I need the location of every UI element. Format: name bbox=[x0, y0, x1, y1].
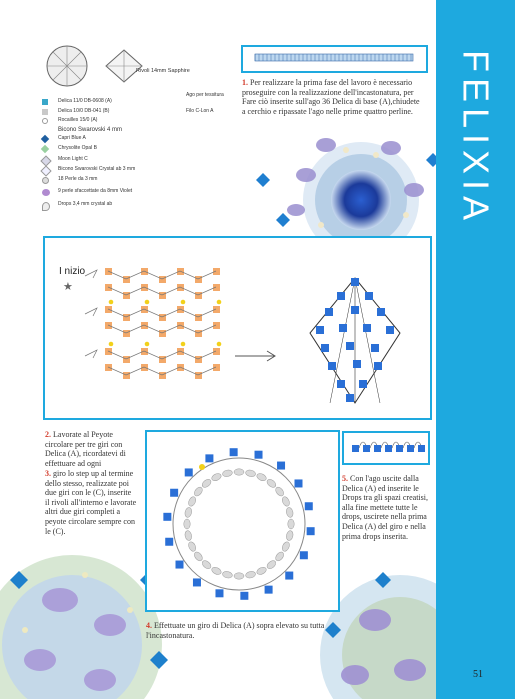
bead bbox=[363, 445, 370, 452]
peyote-diagram bbox=[45, 238, 430, 418]
circular-peyote-diagram-frame bbox=[145, 430, 340, 612]
bead bbox=[184, 507, 192, 518]
bead bbox=[285, 507, 293, 518]
bead bbox=[256, 566, 268, 576]
step4-text: 4. Effettuate un giro di Delica (A) sopra elevato su tutta l'incastonatura. bbox=[146, 621, 325, 640]
bead bbox=[123, 356, 130, 363]
bead bbox=[240, 592, 248, 600]
bead-swatch bbox=[42, 202, 50, 211]
bead bbox=[215, 589, 223, 597]
bead bbox=[385, 445, 392, 452]
bead-swatch bbox=[42, 118, 48, 124]
step2-text: 2. Lavorate al Peyote circolare per tre giri con Delica (A), ricordatevi di effettuare ad ogni bbox=[45, 430, 126, 468]
bead bbox=[193, 578, 201, 586]
bead bbox=[325, 308, 333, 316]
bead bbox=[175, 561, 183, 569]
bead bbox=[195, 356, 202, 363]
bead bbox=[165, 538, 173, 546]
bead bbox=[245, 469, 256, 477]
step1-text: 1. Per realizzare la prima fase del lavoro è necessario proseguire con la realizzazione dell'incastonatura, per Fare ciò inserite sull'ago 36 Delica di base (A),chiudete a cerchio e ripassate l'ago nelle prime quattro perline. bbox=[242, 78, 420, 116]
bead bbox=[211, 566, 223, 576]
bead bbox=[184, 519, 190, 529]
bead bbox=[266, 559, 278, 570]
bead-swatch bbox=[42, 99, 48, 105]
bead bbox=[277, 462, 285, 470]
bead bbox=[199, 464, 205, 470]
star-icon: ★ bbox=[63, 281, 73, 293]
bead bbox=[407, 445, 414, 452]
material-item: Capri Blue A bbox=[58, 135, 86, 141]
bead bbox=[170, 489, 178, 497]
peyote-diagram-frame bbox=[43, 236, 432, 420]
bead bbox=[346, 394, 354, 402]
bead bbox=[123, 372, 130, 379]
bead bbox=[396, 445, 403, 452]
bead bbox=[321, 344, 329, 352]
bead bbox=[184, 530, 192, 541]
bead bbox=[418, 445, 425, 452]
bead bbox=[351, 306, 359, 314]
bead bbox=[123, 292, 130, 299]
bead bbox=[193, 486, 204, 498]
rivoli-label: Rivoli 14mm Sapphire bbox=[136, 68, 190, 74]
bead bbox=[274, 486, 285, 498]
bead-swatch bbox=[42, 177, 49, 184]
page-number: 51 bbox=[473, 669, 483, 680]
bead bbox=[230, 448, 238, 456]
bead bbox=[352, 445, 359, 452]
bead bbox=[285, 530, 293, 541]
rivoli-side-icon bbox=[104, 48, 144, 84]
bead bbox=[274, 551, 285, 563]
bead-swatch bbox=[40, 165, 51, 176]
drops-diagram-frame bbox=[342, 431, 430, 465]
bead bbox=[353, 360, 361, 368]
bead bbox=[159, 330, 166, 337]
bead bbox=[159, 356, 166, 363]
bead bbox=[185, 468, 193, 476]
ago-label: Ago per tessitura bbox=[186, 92, 224, 98]
material-item: Bicono Swarovski 4 mm bbox=[58, 127, 123, 133]
bead bbox=[109, 342, 114, 347]
bead-swatch bbox=[41, 145, 49, 153]
step1-diagram bbox=[241, 45, 428, 73]
bead bbox=[205, 454, 213, 462]
bead bbox=[234, 573, 244, 579]
bead bbox=[195, 314, 202, 321]
bead bbox=[187, 496, 197, 508]
bead bbox=[281, 541, 291, 553]
bead bbox=[163, 513, 171, 521]
drops-diagram bbox=[344, 433, 428, 463]
sidebar-title: FELIXIA bbox=[455, 50, 497, 227]
bead bbox=[195, 292, 202, 299]
bead bbox=[245, 570, 256, 578]
bead bbox=[109, 300, 114, 305]
bead bbox=[193, 551, 204, 563]
bead bbox=[217, 300, 222, 305]
bead bbox=[211, 472, 223, 482]
bead bbox=[386, 326, 394, 334]
bead bbox=[222, 570, 233, 578]
step5-text: 5. Con l'ago uscite dalla Delica (A) ed inserite le Drops tra gli spazi creatisi, alla fine mettete tutte le drops, uscirete nella prima Delica (A) del giro e nella prima drops inserita. bbox=[342, 474, 428, 541]
bead bbox=[305, 502, 313, 510]
bead bbox=[307, 527, 315, 535]
bead bbox=[265, 586, 273, 594]
bead bbox=[365, 292, 373, 300]
circular-peyote-diagram bbox=[147, 432, 338, 610]
material-item: Drops 3,4 mm crystal ab bbox=[58, 201, 112, 207]
peyote-grid bbox=[85, 268, 220, 299]
bead bbox=[377, 308, 385, 316]
bead bbox=[217, 342, 222, 347]
bead bbox=[195, 276, 202, 283]
bead bbox=[266, 478, 278, 489]
material-item: Rocailles 15/0 (A) bbox=[58, 117, 97, 123]
bead bbox=[288, 519, 294, 529]
bead bbox=[145, 342, 150, 347]
bead bbox=[255, 451, 263, 459]
bead bbox=[363, 324, 371, 332]
material-item: Moon Light C bbox=[58, 156, 88, 162]
start-label: I nizio bbox=[59, 266, 86, 277]
bead bbox=[145, 300, 150, 305]
material-item: Delica 10/0 DB-041 (B) bbox=[58, 108, 109, 114]
material-item: Delica 11/0 DB-0608 (A) bbox=[58, 98, 112, 104]
bead-swatch bbox=[42, 189, 50, 196]
bead bbox=[371, 344, 379, 352]
bead bbox=[159, 372, 166, 379]
bead bbox=[181, 300, 186, 305]
bead bbox=[346, 342, 354, 350]
material-item: 18 Perle da 3 mm bbox=[58, 176, 97, 182]
bead bbox=[339, 324, 347, 332]
beadwork-photo-top-right bbox=[236, 120, 436, 240]
bead bbox=[187, 541, 197, 553]
bead bbox=[359, 380, 367, 388]
bead bbox=[256, 472, 268, 482]
bead bbox=[234, 469, 244, 475]
bead bbox=[195, 330, 202, 337]
material-item: Bicono Swarovski Crystal ab 3 mm bbox=[58, 166, 135, 172]
bead bbox=[123, 314, 130, 321]
bead bbox=[201, 559, 213, 570]
bead bbox=[123, 276, 130, 283]
bead bbox=[159, 314, 166, 321]
bead bbox=[351, 278, 359, 286]
bead bbox=[285, 572, 293, 580]
peyote-grid bbox=[85, 300, 221, 337]
bead bbox=[328, 362, 336, 370]
bead bbox=[281, 496, 291, 508]
bead bbox=[300, 551, 308, 559]
bead bbox=[159, 292, 166, 299]
rivoli-icon bbox=[45, 44, 89, 88]
bead bbox=[159, 276, 166, 283]
peyote-grid bbox=[85, 342, 221, 379]
bead bbox=[295, 479, 303, 487]
bead bbox=[337, 380, 345, 388]
bead-swatch bbox=[42, 109, 48, 115]
bead bbox=[374, 362, 382, 370]
material-item: Chrysolite Opal B bbox=[58, 145, 97, 151]
bead bbox=[181, 342, 186, 347]
bead bbox=[201, 478, 213, 489]
material-item: 9 perle sfaccettate da 8mm Violet bbox=[58, 188, 132, 194]
bead bbox=[337, 292, 345, 300]
bead bbox=[316, 326, 324, 334]
step3-text: 3. giro lo step up al termine dello stesso, realizzate poi due giri con le (C), inserite il rivoli all'interno e lavorate altri due giri completi a peyote circolare sempre con le (C). bbox=[45, 469, 137, 536]
bead bbox=[374, 445, 381, 452]
sidebar bbox=[436, 0, 515, 699]
bead bbox=[123, 330, 130, 337]
bead-swatch bbox=[41, 135, 49, 143]
bead bbox=[222, 469, 233, 477]
bead-strip-diagram bbox=[243, 47, 426, 71]
filo-label: Filo C-Lon A bbox=[186, 108, 214, 114]
bead bbox=[195, 372, 202, 379]
